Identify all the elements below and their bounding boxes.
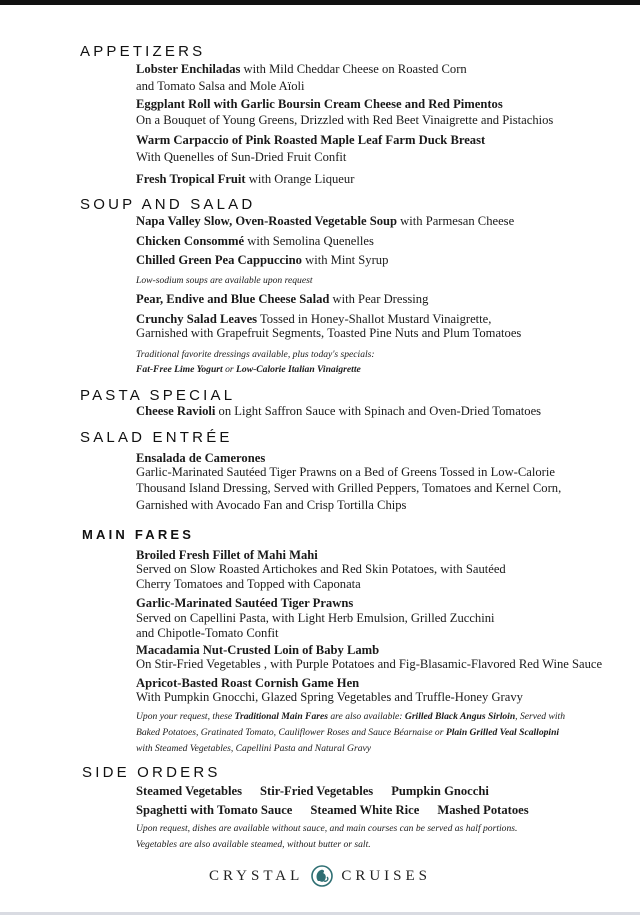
menu-item xyxy=(136,404,541,418)
brand-logo xyxy=(0,862,640,890)
side-item: Mashed Potatoes xyxy=(437,803,529,817)
dish-name: Pear, Endive and Blue Cheese Salad xyxy=(136,292,330,306)
side-item: Pumpkin Gnocchi xyxy=(391,784,489,798)
note-highlight: Plain Grilled Veal Scallopini xyxy=(445,727,560,738)
note-text: , Served with xyxy=(515,711,565,722)
dish-name: Garlic-Marinated Sautéed Tiger Prawns xyxy=(136,596,354,610)
seahorse-icon xyxy=(309,865,335,887)
note-text: are also available: xyxy=(327,711,405,722)
special-dressing: Low-Calorie Italian Vinaigrette xyxy=(236,364,361,375)
dish-desc: Served on Capellini Pasta, with Light Herb Emulsion, Grilled Zucchini xyxy=(136,611,495,625)
dish-desc: with Mild Cheddar Cheese on Roasted Corn xyxy=(240,62,467,76)
menu-item xyxy=(136,172,354,186)
dressing-specials xyxy=(136,363,361,377)
side-item: Stir-Fried Vegetables xyxy=(260,784,374,798)
main-fares-title: MAIN FARES xyxy=(82,527,195,542)
dish-desc: with Semolina Quenelles xyxy=(244,234,374,248)
dish-desc: With Quenelles of Sun-Dried Fruit Confit xyxy=(136,150,347,164)
side-orders-title: SIDE ORDERS xyxy=(82,764,221,781)
special-dressing: Fat-Free Lime Yogurt xyxy=(136,364,223,375)
menu-item xyxy=(136,292,428,306)
dish-desc: Tossed in Honey-Shallot Mustard Vinaigrette, xyxy=(257,312,492,326)
logo-text-right: CRUISES xyxy=(341,867,431,884)
dish-name: Eggplant Roll with Garlic Boursin Cream Cheese and Red Pimentos xyxy=(136,97,503,111)
dish-name: Lobster Enchiladas xyxy=(136,62,241,76)
dish-name: Chicken Consommé xyxy=(136,234,245,248)
dish-desc: with Parmesan Cheese xyxy=(397,214,515,228)
note-text: or xyxy=(222,364,237,375)
menu-item xyxy=(136,214,514,228)
logo-text-left: CRYSTAL xyxy=(208,867,304,884)
dish-desc: On Stir-Fried Vegetables , with Purple Potatoes and Fig-Blasamic-Flavored Red Wine Sauce xyxy=(136,657,603,671)
menu-item xyxy=(136,62,467,76)
dressing-note: Traditional favorite dressings available, plus today's specials: xyxy=(136,349,375,360)
dish-desc: Garnished with Grapefruit Segments, Toasted Pine Nuts and Plum Tomatoes xyxy=(136,326,522,340)
dish-desc: and Tomato Salsa and Mole Aïoli xyxy=(136,79,305,93)
dish-name: Broiled Fresh Fillet of Mahi Mahi xyxy=(136,548,318,562)
dish-desc: Thousand Island Dressing, Served with Grilled Peppers, Tomatoes and Kernel Corn, xyxy=(136,481,562,495)
dish-name: Napa Valley Slow, Oven-Roasted Vegetable Soup xyxy=(136,214,398,228)
dish-desc: On a Bouquet of Young Greens, Drizzled with Red Beet Vinaigrette and Pistachios xyxy=(136,113,554,127)
dish-desc: with Mint Syrup xyxy=(301,253,389,267)
dish-desc: with Pear Dressing xyxy=(329,292,429,306)
dish-name: Crunchy Salad Leaves xyxy=(136,312,258,326)
main-note xyxy=(136,726,559,740)
dish-desc: Cherry Tomatoes and Topped with Caponata xyxy=(136,577,361,591)
side-row xyxy=(136,784,507,798)
side-note: Upon request, dishes are available without sauce, and main courses can be served as half portions. xyxy=(136,823,518,834)
side-note: Vegetables are also available steamed, without butter or salt. xyxy=(136,839,371,850)
side-item: Steamed Vegetables xyxy=(136,784,242,798)
soup-salad-title: SOUP AND SALAD xyxy=(80,196,256,213)
dish-name: Macadamia Nut-Crusted Loin of Baby Lamb xyxy=(136,643,380,657)
dish-desc: Garlic-Marinated Sautéed Tiger Prawns on a Bed of Greens Tossed in Low-Calorie xyxy=(136,465,555,479)
dish-name: Ensalada de Camerones xyxy=(136,451,266,465)
menu-item xyxy=(136,312,491,326)
dietary-note: Low-sodium soups are available upon request xyxy=(136,275,313,286)
dish-desc: Garnished with Avocado Fan and Crisp Tortilla Chips xyxy=(136,498,407,512)
side-row xyxy=(136,803,547,817)
main-note xyxy=(136,710,565,724)
note-highlight: Traditional Main Fares xyxy=(234,711,328,722)
dish-desc: With Pumpkin Gnocchi, Glazed Spring Vegetables and Truffle-Honey Gravy xyxy=(136,690,523,704)
side-item: Steamed White Rice xyxy=(310,803,420,817)
menu-item xyxy=(136,234,374,248)
dish-name: Chilled Green Pea Cappuccino xyxy=(136,253,302,267)
dish-desc: and Chipotle-Tomato Confit xyxy=(136,626,279,640)
note-text: Baked Potatoes, Gratinated Tomato, Cauliflower Roses and Sauce Béarnaise or xyxy=(136,727,446,738)
dish-desc: with Orange Liqueur xyxy=(245,172,355,186)
note-highlight: Grilled Black Angus Sirloin xyxy=(404,711,516,722)
dish-desc: Served on Slow Roasted Artichokes and Red Skin Potatoes, with Sautéed xyxy=(136,562,506,576)
dish-name: Warm Carpaccio of Pink Roasted Maple Leaf Farm Duck Breast xyxy=(136,133,486,147)
dish-name: Cheese Ravioli xyxy=(136,404,216,418)
salad-entree-title: SALAD ENTRÉE xyxy=(80,429,233,446)
note-text: Upon your request, these xyxy=(136,711,235,722)
dish-name: Fresh Tropical Fruit xyxy=(136,172,246,186)
dish-desc: on Light Saffron Sauce with Spinach and Oven-Dried Tomatoes xyxy=(215,404,542,418)
dish-name: Apricot-Basted Roast Cornish Game Hen xyxy=(136,676,360,690)
pasta-title: PASTA SPECIAL xyxy=(80,387,236,404)
menu-item xyxy=(136,253,388,267)
main-note: with Steamed Vegetables, Capellini Pasta and Natural Gravy xyxy=(136,743,372,754)
side-item: Spaghetti with Tomato Sauce xyxy=(136,803,293,817)
appetizers-title: APPETIZERS xyxy=(80,43,206,60)
